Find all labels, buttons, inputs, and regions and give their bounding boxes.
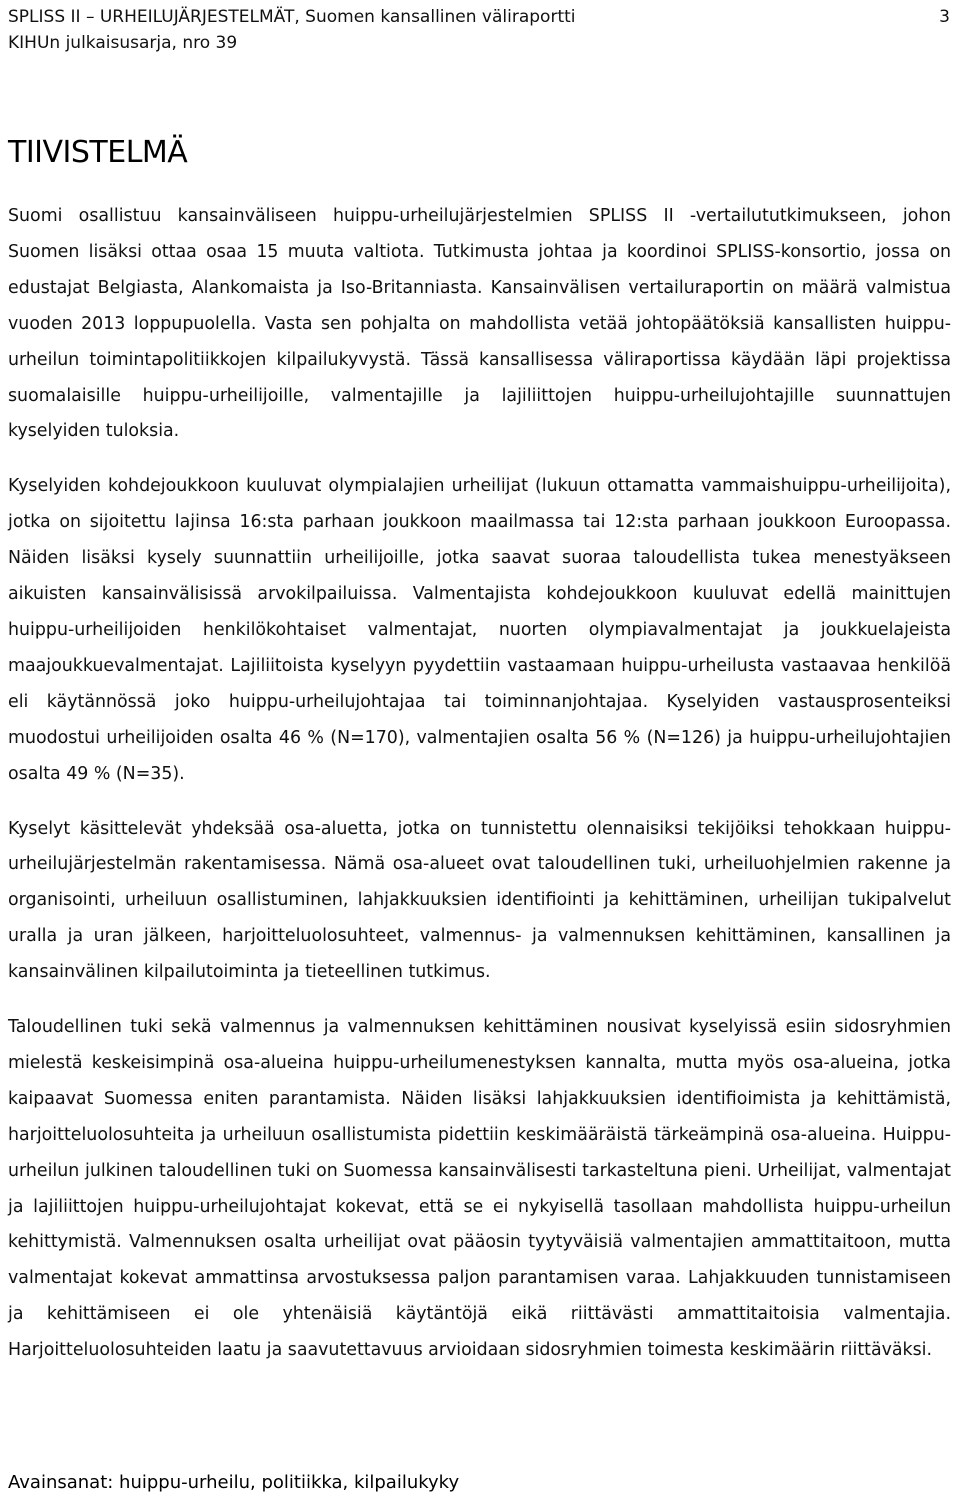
- paragraph-target-groups: Kyselyiden kohdejoukkoon kuuluvat olympialajien urheilijat (lukuun ottamatta vammaishuippu-urheilijoita), jotka on sijoitettu lajinsa 16:sta parhaan joukkoon maailmassa tai 12:sta parhaan joukkoon Euroopassa. Näiden lisäksi kysely suunnattiin urheilijoille, jotka saavat suoraa taloudellista tukea menestyäkseen aikuisten kansainvälisissä arvokilpailuissa. Valmentajista kohdejoukkoon kuuluvat edellä mainittujen huippu-urheilijoiden henkilökohtaiset valmentajat, nuorten olympiavalmentajat ja joukkuelajeista maajoukkuevalmentajat. Lajiliitoista kyselyyn pyydettiin vastaamaan huippu-urheilusta vastaavaa henkilöä eli käytännössä joko huippu-urheilujohtajaa tai toiminnanjohtajaa. Kyselyiden vastausprosenteiksi muodostui urheilijoiden osalta 46 % (N=170), valmentajien osalta 56 % (N=126) ja huippu-urheilujohtajien osalta 49 % (N=35).: [8, 476, 951, 784]
- page-number: 3: [939, 7, 950, 27]
- keywords-line: Avainsanat: huippu-urheilu, politiikka, kilpailukyky: [8, 1472, 460, 1493]
- paragraph-findings: Taloudellinen tuki sekä valmennus ja valmennuksen kehittäminen nousivat kyselyissä esiin sidosryhmien mielestä keskeisimpinä osa-alueina huippu-urheilumenestyksen kannalta, mutta myös osa-alueina, jotka kaipaavat Suomessa eniten parantamista. Näiden lisäksi lahjakkuuksien identifioimista ja kehittämistä, harjoitteluolosuhteita ja urheiluun osallistumista pidettiin keskimääräistä tärkeämpinä osa-alueina. Huippu-urheilun julkinen taloudellinen tuki on Suomessa kansainvälisesti tarkasteltuna pieni. Urheilijat, valmentajat ja lajiliittojen huippu-urheilujohtajat kokevat, että se ei nykyisellä tasollaan mahdollista huippu-urheilun kehittymistä. Valmennuksen osalta urheilijat ovat pääosin tyytyväisiä valmentajien ammattitaitoon, mutta valmentajat kokevat ammattinsa arvostuksessa paljon parantamisen varaa. Lahjakkuuden tunnistamiseen ja kehittämiseen ei ole yhtenäisiä käytäntöjä eikä riittävästi ammattitaitoisia valmentajia. Harjoitteluolosuhteiden laatu ja saavutettavuus arvioidaan sidosryhmien toimesta keskimäärin riittäväksi.: [8, 1017, 951, 1361]
- abstract-body: [8, 199, 951, 1388]
- page-header: [8, 4, 950, 56]
- paragraph-focus-areas: Kyselyt käsittelevät yhdeksää osa-aluetta, jotka on tunnistettu olennaisiksi tekijöiksi tehokkaan huippu-urheilujärjestelmän rakentamisessa. Nämä osa-alueet ovat taloudellinen tuki, urheiluohjelmien rakenne ja organisointi, urheiluun osallistuminen, lahjakkuuksien identifiointi ja kehittäminen, urheilijan tukipalvelut uralla ja uran jälkeen, harjoitteluolosuhteet, valmennus- ja valmennuksen kehittäminen, kansallinen ja kansainvälinen kilpailutoiminta ja tieteellinen tutkimus.: [8, 818, 951, 983]
- report-series-title: SPLISS II – URHEILUJÄRJESTELMÄT, Suomen kansallinen väliraportti: [8, 7, 576, 27]
- section-title: TIIVISTELMÄ: [8, 135, 188, 170]
- publication-series: KIHUn julkaisusarja, nro 39: [8, 33, 238, 53]
- paragraph-intro: Suomi osallistuu kansainväliseen huippu-urheilujärjestelmien SPLISS II -vertailututkimukseen, johon Suomen lisäksi ottaa osaa 15 muuta valtiota. Tutkimusta johtaa ja koordinoi SPLISS-konsortio, jossa on edustajat Belgiasta, Alankomaista ja Iso-Britanniasta. Kansainvälisen vertailuraportin on määrä valmistua vuoden 2013 loppupuolella. Vasta sen pohjalta on mahdollista vetää johtopäätöksiä kansallisten huippu-urheilun toimintapolitiikkojen kilpailukyvystä. Tässä kansallisessa väliraportissa käydään läpi projektissa suomalaisille huippu-urheilijoille, valmentajille ja lajiliittojen huippu-urheilujohtajille suunnattujen kyselyiden tuloksia.: [8, 206, 951, 442]
